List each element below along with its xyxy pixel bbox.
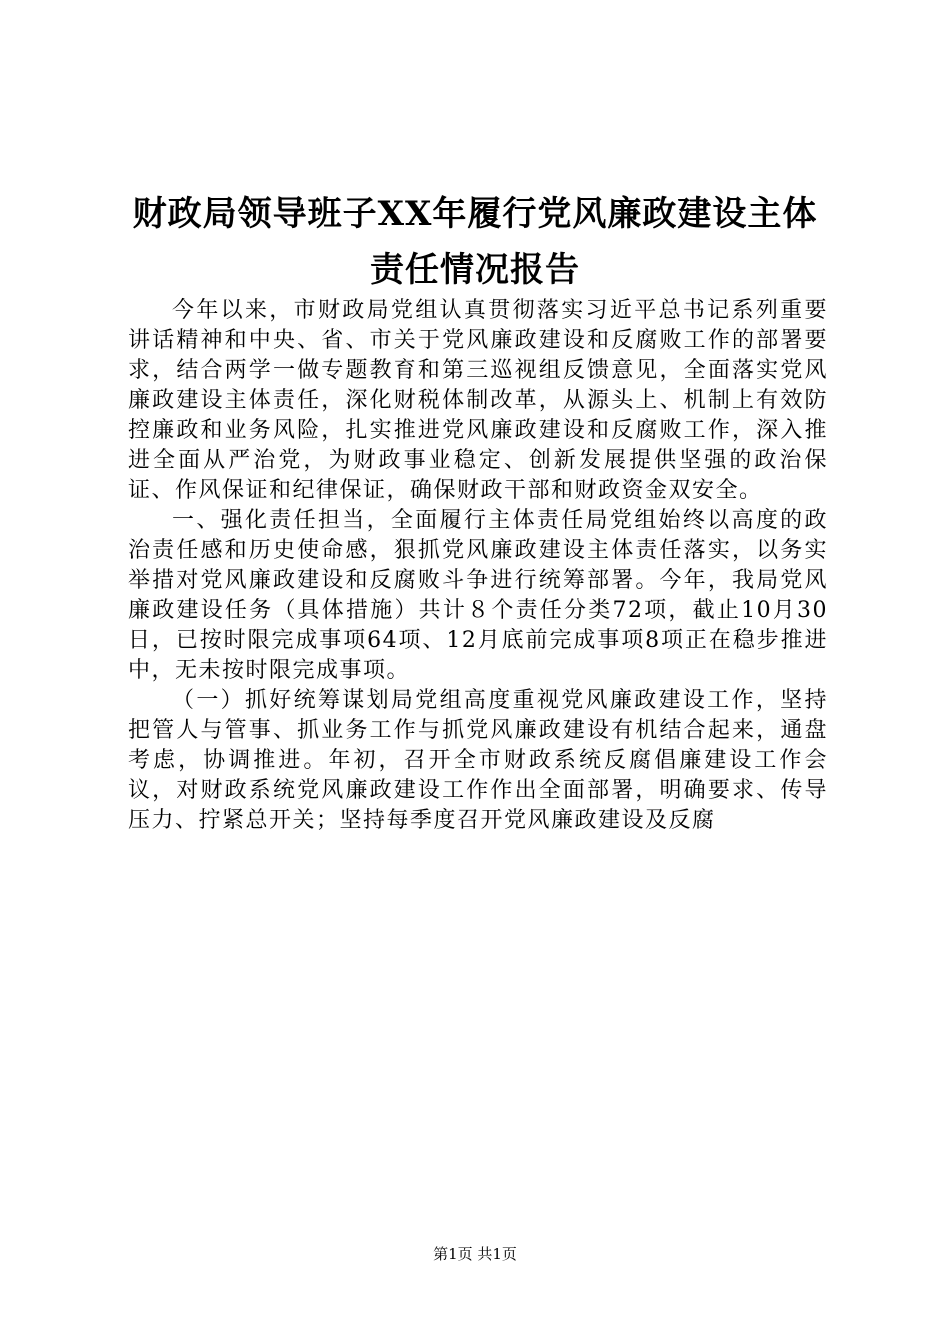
document-title: 财政局领导班子XX年履行党风廉政建设主体责任情况报告 — [132, 194, 818, 290]
paragraph-subsection-one: （一）抓好统筹谋划局党组高度重视党风廉政建设工作，坚持把管人与管事、抓业务工作与抓党风廉政建设有机结合起来，通盘考虑，协调推进。年初，召开全市财政系统反腐倡廉建设工作会议，对财政系统党风廉政建设工作作出全面部署，明确要求、传导压力、拧紧总开关；坚持每季度召开党风廉政建设及反腐 — [128, 688, 828, 833]
document-body — [128, 296, 828, 836]
paragraph-section-one: 一、强化责任担当，全面履行主体责任局党组始终以高度的政治责任感和历史使命感，狠抓党风廉政建设主体责任落实，以务实举措对党风廉政建设和反腐败斗争进行统筹部署。今年，我局党风廉政建设任务（具体措施）共计８个责任分类72项，截止10月30日，已按时限完成事项64项、12月底前完成事项8项正在稳步推进中，无未按时限完成事项。 — [128, 508, 828, 683]
paragraph-intro: 今年以来，市财政局党组认真贯彻落实习近平总书记系列重要讲话精神和中央、省、市关于党风廉政建设和反腐败工作的部署要求，结合两学一做专题教育和第三巡视组反馈意见，全面落实党风廉政建设主体责任，深化财税体制改革，从源头上、机制上有效防控廉政和业务风险，扎实推进党风廉政建设和反腐败工作，深入推进全面从严治党，为财政事业稳定、创新发展提供坚强的政治保证、作风保证和纪律保证，确保财政干部和财政资金双安全。 — [128, 298, 828, 503]
page-footer: 第1页 共1页 — [433, 1245, 517, 1263]
